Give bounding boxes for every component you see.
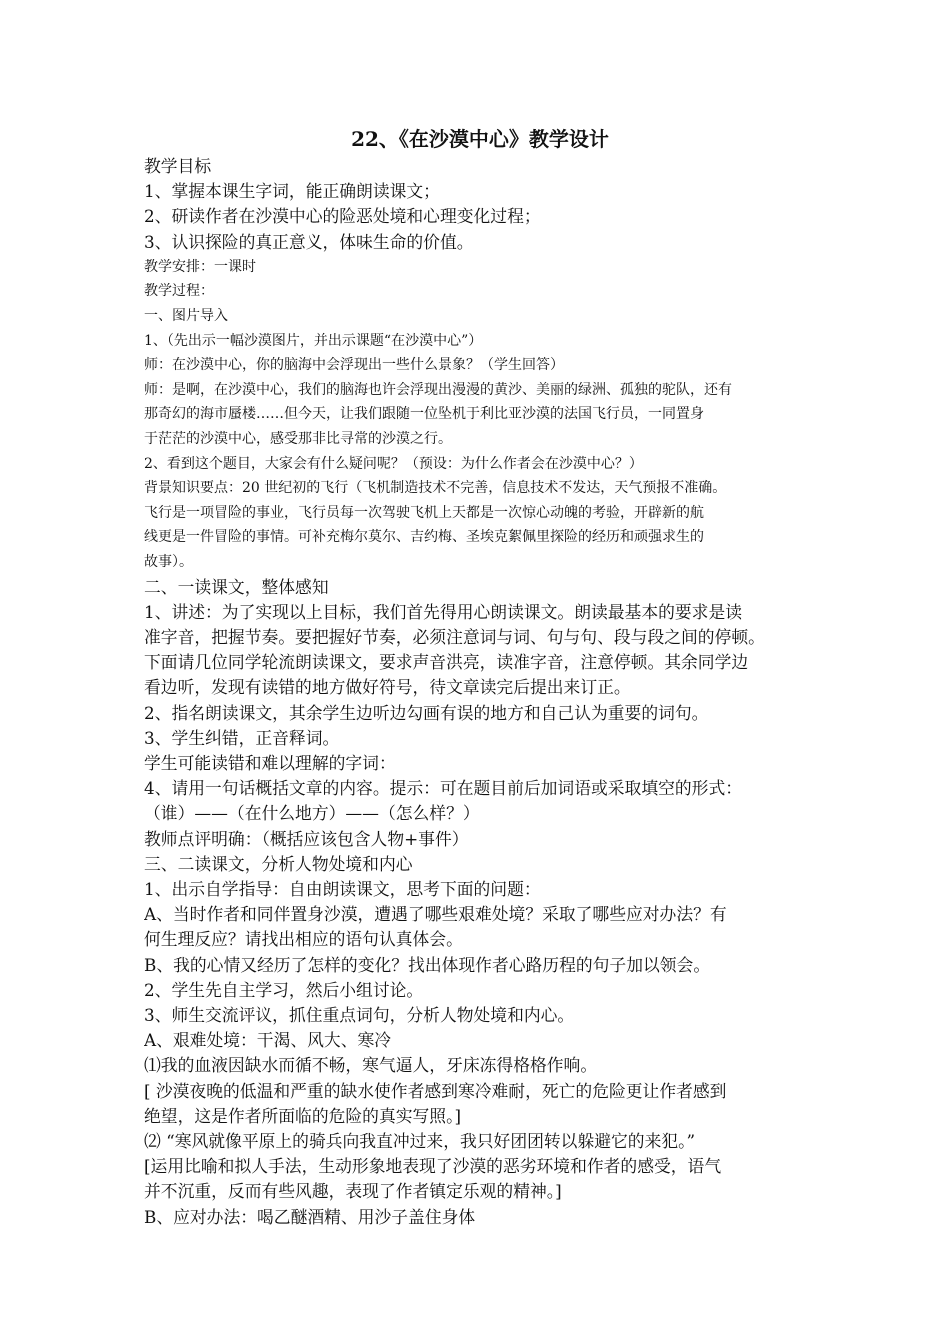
document-body (144, 154, 808, 1230)
text-line: 学生可能读错和难以理解的字词： (144, 752, 396, 773)
text-line: 看边听，发现有读错的地方做好符号，待文章读完后提出来订正。 (144, 677, 631, 698)
text-line: 绝望，这是作者所面临的危险的真实写照。] (144, 1105, 461, 1126)
text-line: A、艰难处境：干渴、风大、寒冷 (144, 1030, 392, 1051)
text-line: 飞行是一项冒险的事业，飞行员每一次驾驶飞机上天都是一次惊心动魄的考验，开辟新的航 (144, 504, 704, 521)
text-line: ⑴我的血液因缺水而循不畅，寒气逼人，牙床冻得格格作响。 (144, 1055, 598, 1076)
text-line: 3、师生交流评议，抓住重点词句，分析人物处境和内心。 (144, 1004, 575, 1025)
text-line: 教学安排：一课时 (144, 258, 256, 275)
text-line: [ 沙漠夜晚的低温和严重的缺水使作者感到寒冷难耐，死亡的危险更让作者感到 (144, 1080, 727, 1101)
text-line: 1、掌握本课生字词，能正确朗读课文； (144, 181, 440, 202)
text-line: 二、一读课文，整体感知 (144, 576, 329, 597)
text-line: B、我的心情又经历了怎样的变化？找出体现作者心路历程的句子加以领会。 (144, 954, 711, 975)
text-line: 何生理反应？请找出相应的语句认真体会。 (144, 929, 463, 950)
text-line: 准字音，把握节奏。要把握好节奏，必须注意词与词、句与句、段与段之间的停顿。 (144, 626, 765, 647)
text-line: 一、图片导入 (144, 308, 228, 324)
text-line: A、当时作者和同伴置身沙漠，遭遇了哪些艰难处境？采取了哪些应对办法？有 (144, 904, 727, 925)
text-line: [运用比喻和拟人手法，生动形象地表现了沙漠的恶劣环境和作者的感受，语气 (144, 1156, 722, 1177)
text-line: 下面请几位同学轮流朗读课文，要求声音洪亮，读准字音，注意停顿。其余同学边 (144, 652, 749, 673)
text-line: B、应对办法：喝乙醚酒精、用沙子盖住身体 (144, 1206, 476, 1227)
text-line: 教师点评明确：（概括应该包含人物+事件） (144, 828, 469, 849)
text-line: 1、讲述：为了实现以上目标，我们首先得用心朗读课文。朗读最基本的要求是读 (144, 601, 743, 622)
text-line: 并不沉重，反而有些风趣，表现了作者镇定乐观的精神。] (144, 1181, 562, 1202)
text-line: 于茫茫的沙漠中心，感受那非比寻常的沙漠之行。 (144, 430, 452, 447)
text-line: 师：是啊，在沙漠中心，我们的脑海也许会浮现出漫漫的黄沙、美丽的绿洲、孤独的驼队，还有 (144, 381, 732, 398)
text-line: 三、二读课文，分析人物处境和内心 (144, 853, 413, 874)
text-line: 背景知识要点：20 世纪初的飞行（飞机制造技术不完善，信息技术不发达，天气预报不准确。 (144, 480, 727, 497)
text-line: 师：在沙漠中心，你的脑海中会浮现出一些什么景象？（学生回答） (144, 357, 564, 374)
text-line: 线更是一件冒险的事情。可补充梅尔莫尔、吉约梅、圣埃克絮佩里探险的经历和顽强求生的 (144, 529, 704, 546)
text-line: 2、看到这个题目，大家会有什么疑问呢？（预设：为什么作者会在沙漠中心？） (144, 455, 643, 472)
text-line: 1、（先出示一幅沙漠图片，并出示课题“在沙漠中心”） (144, 332, 483, 349)
text-line: 4、请用一句话概括文章的内容。提示：可在题目前后加词语或采取填空的形式： (144, 778, 743, 799)
text-line: 3、认识探险的真正意义，体味生命的价值。 (144, 231, 474, 252)
text-line: 故事）。 (144, 553, 193, 570)
document-title: 22、《在沙漠中心》教学设计 (351, 127, 609, 151)
text-line: ⑵ “寒风就像平原上的骑兵向我直冲过来，我只好团团转以躲避它的来犯。” (144, 1131, 696, 1151)
text-line: （谁）——（在什么地方）——（怎么样？） (144, 803, 480, 824)
text-line: 2、研读作者在沙漠中心的险恶处境和心理变化过程； (144, 206, 541, 227)
text-line: 教学目标 (144, 156, 212, 176)
text-line: 教学过程： (144, 283, 214, 300)
text-line: 3、学生纠错，正音释词。 (144, 727, 340, 748)
text-line: 2、学生先自主学习，然后小组讨论。 (144, 979, 424, 1000)
text-line: 2、指名朗读课文，其余学生边听边勾画有误的地方和自己认为重要的词句。 (144, 702, 709, 723)
text-line: 那奇幻的海市蜃楼……但今天，让我们跟随一位坠机于利比亚沙漠的法国飞行员，一同置身 (144, 406, 704, 423)
text-line: 1、出示自学指导：自由朗读课文，思考下面的问题： (144, 878, 541, 899)
